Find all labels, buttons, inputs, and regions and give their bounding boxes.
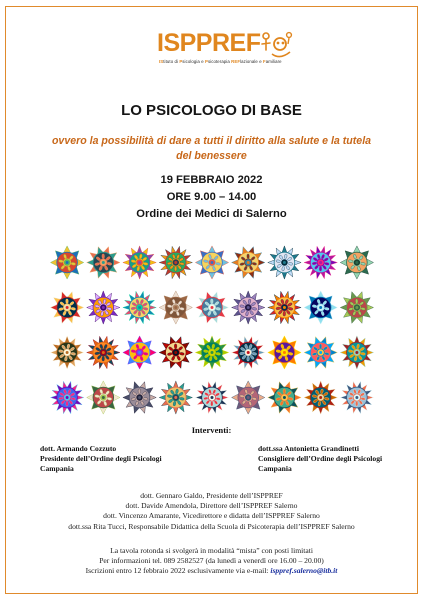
speaker-role: Consigliere dell’Ordine degli Psicologi xyxy=(258,454,383,463)
mandala-icon xyxy=(195,292,228,324)
page-title: LO PSICOLOGO DI BASE xyxy=(121,102,302,119)
mandala-icon xyxy=(232,381,265,414)
speaker-role-region: Campania xyxy=(258,464,292,473)
mandala-icon xyxy=(195,246,228,279)
event-date: 19 FEBBRAIO 2022 xyxy=(160,174,263,186)
speaker-left xyxy=(40,444,162,474)
mandala-icon xyxy=(159,381,192,414)
mandala-icon xyxy=(195,336,228,369)
mandala-icon xyxy=(195,381,228,413)
family-figures-icon xyxy=(260,30,294,58)
mandala-icon xyxy=(268,246,301,279)
mandala-icon xyxy=(87,381,120,414)
mandala-icon xyxy=(340,336,373,369)
page-subtitle: ovvero la possibilità di dare a tutti il diritto alla salute e la tutela del benessere xyxy=(51,135,372,162)
staff-list xyxy=(0,491,423,532)
mandala-icon xyxy=(340,292,373,324)
staff-line: dott.ssa Rita Tucci, Responsabile Didattica della Scuola di Psicoterapia dell’ISPPREF Salerno xyxy=(68,521,355,531)
mandala-illustration-grid xyxy=(49,240,375,420)
registration-email-link[interactable]: isppref.salerno@itb.it xyxy=(270,566,338,576)
staff-line: dott. Vincenzo Amarante, Vicedirettore e didatta dell’ISPPREF Salerno xyxy=(103,511,320,521)
mandala-icon xyxy=(51,246,84,279)
mandala-icon xyxy=(123,291,156,323)
mandala-icon xyxy=(87,336,120,368)
mandala-icon xyxy=(232,247,265,279)
mandala-icon xyxy=(268,336,301,369)
staff-line: dott. Gennaro Galdo, Presidente dell’ISPPREF xyxy=(140,491,283,500)
info-block xyxy=(0,546,423,577)
mandala-icon xyxy=(123,246,156,279)
mandala-icon xyxy=(51,336,84,369)
staff-line: dott. Davide Amendola, Direttore dell’ISPPREF Salerno xyxy=(125,501,298,511)
speaker-name: dott. Armando Cozzuto xyxy=(40,444,117,453)
logo-wordmark: ISPPREF xyxy=(157,29,261,57)
logo-subtitle: IStituto di Psicologia e Psicoterapia REFlazionale e Familiare xyxy=(159,59,282,64)
mandala-icon xyxy=(304,246,337,278)
mandala-icon xyxy=(87,291,120,324)
mandala-icon xyxy=(87,247,120,279)
mandala-icon xyxy=(123,336,156,369)
speaker-name: dott.ssa Antonietta Grandinetti xyxy=(258,444,360,453)
speaker-role-region: Campania xyxy=(40,464,74,473)
info-format: La tavola rotonda si svolgerà in modalità “mista” con posti limitati xyxy=(110,546,313,555)
isppref-logo xyxy=(157,30,297,72)
info-registration: Iscrizioni entro 12 febbraio 2022 esclusivamente via e-mail: isppref.salerno@itb.it xyxy=(85,566,338,576)
mandala-icon xyxy=(340,246,373,279)
mandala-icon xyxy=(304,291,337,324)
mandala-icon xyxy=(232,336,265,368)
event-time: ORE 9.00 – 14.00 xyxy=(166,191,257,203)
mandala-icon xyxy=(51,381,84,413)
mandala-icon xyxy=(51,292,84,324)
event-place: Ordine dei Medici di Salerno xyxy=(136,208,287,220)
info-phone: Per informazioni tel. 089 2582527 (da lunedì a venerdì ore 16.00 – 20.00) xyxy=(99,556,324,566)
mandala-icon xyxy=(159,246,192,278)
mandala-icon xyxy=(304,337,337,369)
mandala-icon xyxy=(268,291,301,323)
interventi-heading: Interventi: xyxy=(191,425,232,435)
mandala-icon xyxy=(159,337,192,369)
mandala-icon xyxy=(232,291,265,324)
speaker-role: Presidente dell’Ordine degli Psicologi xyxy=(40,454,162,463)
mandala-icon xyxy=(340,381,373,413)
mandala-icon xyxy=(159,291,192,324)
mandala-icon xyxy=(123,382,156,414)
mandala-icon xyxy=(304,381,337,414)
mandala-icon xyxy=(268,382,301,414)
speaker-right xyxy=(258,444,382,474)
